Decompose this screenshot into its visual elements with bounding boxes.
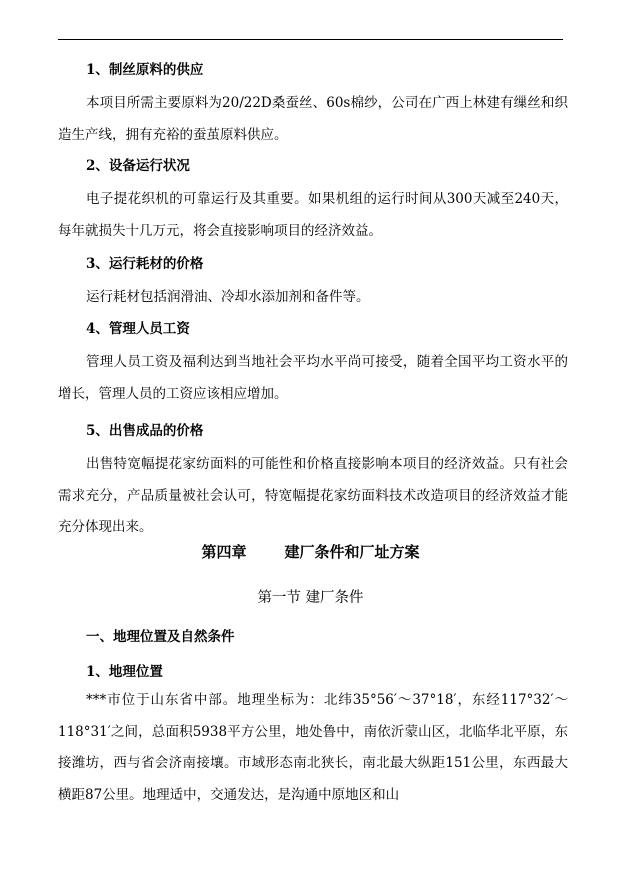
heading-consumables: 3、运行耗材的价格 [86,256,204,272]
header-rule [58,39,563,40]
section-raw-material [58,60,568,151]
paragraph-salary: 管理人员工资及福利达到当地社会平均水平尚可接受，随着全国平均工资水平的增长，管理人员的工资应该相应增加。 [58,354,568,402]
chapter-name: 建厂条件和厂址方案 [284,543,420,561]
heading-location: 1、地理位置 [86,664,163,680]
section-equipment [58,156,568,247]
subsection-geography [58,627,568,647]
paragraph-raw-material: 本项目所需主要原料为20/22D桑蚕丝、60s棉纱，公司在广西上林建有缫丝和织造生产线，拥有充裕的蚕茧原料供应。 [58,95,568,143]
paragraph-location: ***市位于山东省中部。地理坐标为：北纬35°56′～37°18′，东经117°32′～118°31′之间，总面积5938平方公里，地处鲁中，南依沂蒙山区，北临华北平原，东接潍坊，西与省会济南接壤。市域形态南北狭长，南北最大纵距151公里，东西最大横距87公里。地理适中，交通发达，是沟通中原地区和山 [58,692,568,803]
section-location [58,662,568,811]
section-consumables [58,254,568,314]
paragraph-product-price: 出售特宽幅提花家纺面料的可能性和价格直接影响本项目的经济效益。只有社会需求充分，产品质量被社会认可，特宽幅提花家纺面料技术改造项目的经济效益才能充分体现出来。 [58,456,568,535]
section-salary [58,319,568,410]
section-product-price [58,421,568,544]
heading-raw-material: 1、制丝原料的供应 [86,62,204,78]
section-title: 第一节 建厂条件 [257,590,364,606]
heading-salary: 4、管理人员工资 [86,321,190,337]
heading-product-price: 5、出售成品的价格 [86,423,204,439]
paragraph-consumables: 运行耗材包括润滑油、冷却水添加剂和备件等。 [86,289,370,305]
heading-geography: 一、地理位置及自然条件 [86,629,235,645]
chapter-number: 第四章 [201,543,247,561]
heading-equipment: 2、设备运行状况 [86,158,190,174]
paragraph-equipment: 电子提花织机的可靠运行及其重要。如果机组的运行时间从300天减至240天，每年就损失十几万元，将会直接影响项目的经济效益。 [58,191,568,239]
chapter-title [58,541,563,563]
